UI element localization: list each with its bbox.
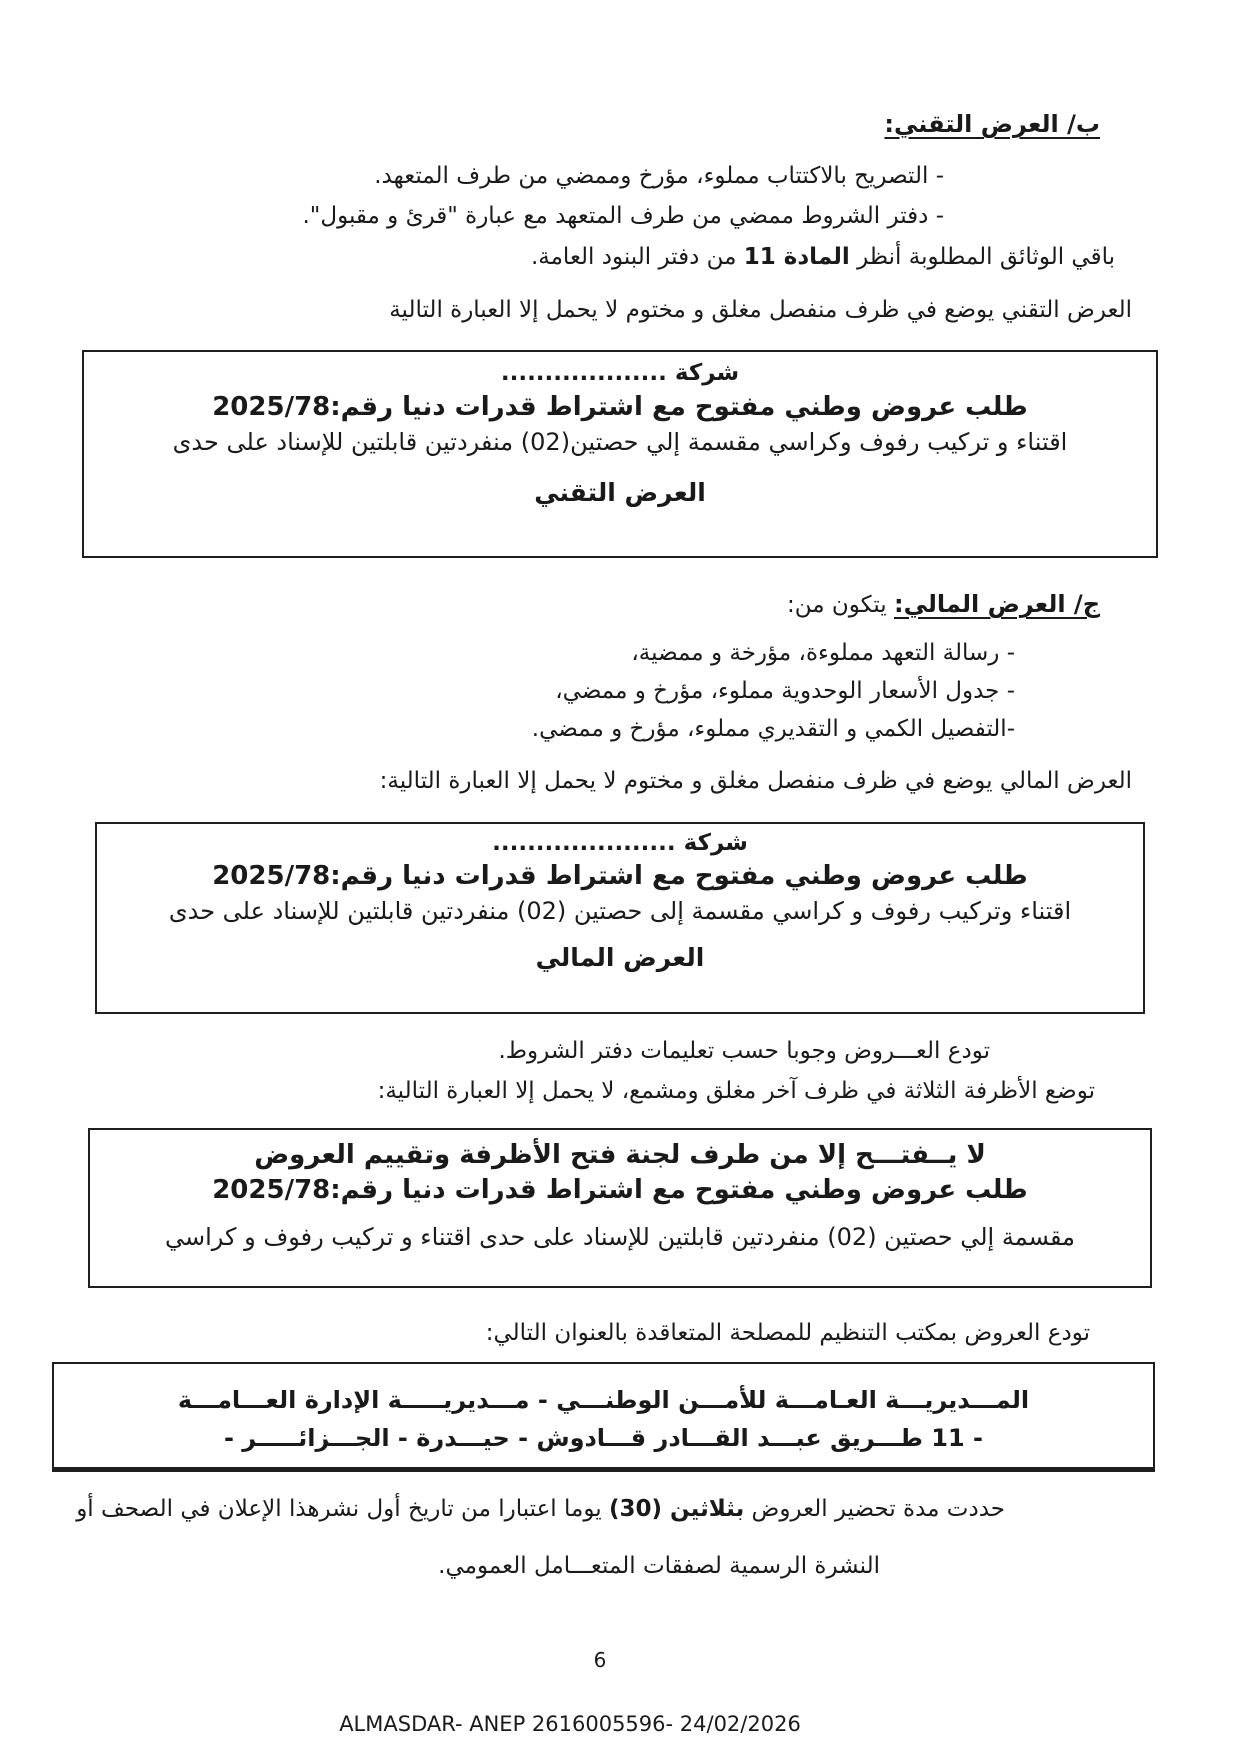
technical-box-tender-title: طلب عروض وطني مفتوح مع اشتراط قدرات دنيا رقم:2025/78 — [212, 392, 1028, 422]
outer-box-tender-title: طلب عروض وطني مفتوح مع اشتراط قدرات دنيا رقم:2025/78 — [212, 1175, 1028, 1205]
outer-envelope-box — [88, 1128, 1152, 1288]
financial-box-label: العرض المالي — [535, 943, 705, 972]
technical-offer-heading: ب/ العرض التقني: — [884, 110, 1100, 138]
financial-offer-heading: ج/ العرض المالي: — [893, 590, 1100, 618]
financial-bullet-2: - جدول الأسعار الوحدوية مملوء، مؤرخ و ممضي، — [555, 678, 1015, 704]
address-street-line: - 11 طـــريق عبـــد القـــادر قـــادوش - حيـــدرة - الجـــزائـــــر - — [223, 1424, 984, 1452]
financial-box-company-line: شركة ..................... — [492, 830, 748, 856]
deposit-address-intro: تودع العروض بمكتب التنظيم للمصلحة المتعاقدة بالعنوان التالي: — [485, 1320, 1090, 1346]
outer-box-object-line: مقسمة إلي حصتين (02) منفردتين قابلتين للإسناد على حدى اقتناء و تركيب رفوف و كراسي — [165, 1223, 1075, 1251]
financial-offer-heading-rest: يتكون من: — [786, 592, 894, 618]
article-11-reference: المادة 11 — [743, 244, 850, 270]
financial-bullet-1: - رسالة التعهد مملوءة، مؤرخة و ممضية، — [631, 640, 1015, 666]
address-directorate-line: المـــديريـــة العـامـــة للأمـــن الوطنـــي - مـــديريـــــة الإدارة العـــامـــة — [177, 1386, 1030, 1414]
financial-envelope-instruction: العرض المالي يوضع في ظرف منفصل مغلق و مختوم لا يحمل إلا العبارة التالية: — [379, 768, 1132, 794]
remaining-documents-note-start: باقي الوثائق المطلوبة أنظر — [849, 244, 1115, 270]
technical-envelope-instruction: العرض التقني يوضع في ظرف منفصل مغلق و مختوم لا يحمل إلا العبارة التالية — [389, 297, 1132, 323]
remaining-documents-note-end: من دفتر البنود العامة. — [530, 244, 744, 270]
outer-box-opening-committee-line: لا يــفتـــح إلا من طرف لجنة فتح الأظرفة وتقييم العروض — [254, 1140, 986, 1170]
financial-box-object-line: اقتناء وتركيب رفوف و كراسي مقسمة إلى حصتين (02) منفردتين قابلتين للإسناد على حدى — [168, 897, 1072, 925]
page-number: 6 — [593, 1648, 607, 1672]
deadline-line-2: النشرة الرسمية لصفقات المتعـــامل العمومي. — [438, 1553, 880, 1579]
technical-box-label: العرض التقني — [534, 478, 706, 507]
deadline-thirty-days: بثلاثين (30) — [608, 1496, 745, 1522]
submission-instruction-2: توضع الأظرفة الثلاثة في ظرف آخر مغلق ومشمع، لا يحمل إلا العبارة التالية: — [377, 1078, 1095, 1104]
remaining-documents-note — [531, 244, 1115, 270]
financial-envelope-box — [95, 822, 1145, 1014]
technical-envelope-box — [82, 350, 1158, 558]
technical-bullet-2: - دفتر الشروط ممضي من طرف المتعهد مع عبارة "قرئ و مقبول". — [302, 203, 944, 229]
deadline-line-1 — [76, 1496, 1005, 1522]
address-box — [52, 1362, 1155, 1472]
technical-box-object-line: اقتناء و تركيب رفوف وكراسي مقسمة إلي حصتين(02) منفردتين قابلتين للإسناد على حدى — [172, 428, 1068, 456]
financial-box-tender-title: طلب عروض وطني مفتوح مع اشتراط قدرات دنيا رقم:2025/78 — [212, 861, 1028, 891]
deadline-line-1-end: يوما اعتبارا من تاريخ أول نشرهذا الإعلان في الصحف أو — [76, 1496, 609, 1522]
financial-offer-heading-line — [787, 590, 1100, 618]
technical-bullet-1: - التصريح بالاكتتاب مملوء، مؤرخ وممضي من طرف المتعهد. — [374, 163, 944, 189]
submission-instruction-1: تودع العـــروض وجوبا حسب تعليمات دفتر الشروط. — [498, 1038, 990, 1064]
publication-reference: ALMASDAR- ANEP 2616005596- 24/02/2026 — [339, 1712, 801, 1736]
technical-box-company-line: شركة ................... — [500, 360, 740, 386]
deadline-line-1-start: حددت مدة تحضير العروض — [744, 1496, 1005, 1522]
financial-bullet-3: -التفصيل الكمي و التقديري مملوء، مؤرخ و ممضي. — [531, 716, 1015, 742]
